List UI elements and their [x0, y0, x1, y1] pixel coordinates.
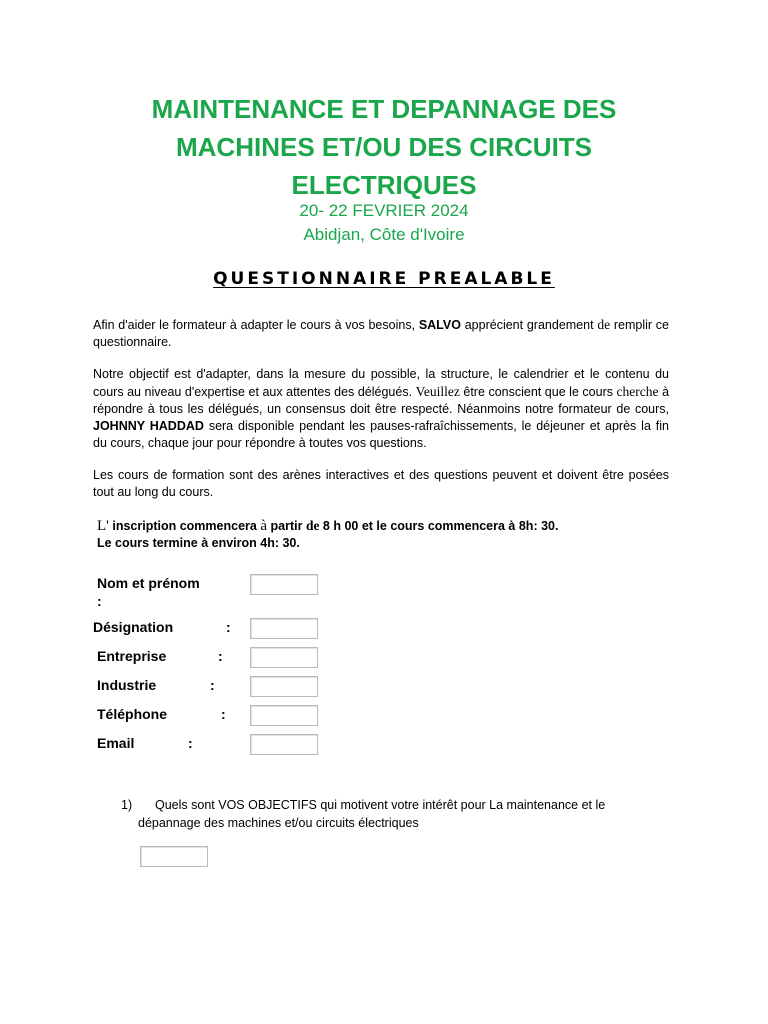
schedule-notice	[97, 517, 677, 552]
field-label-name	[97, 574, 217, 610]
text-run: inscription commencera	[112, 519, 257, 533]
label-colon: :	[226, 619, 231, 635]
question-text-line-2: dépannage des machines et/ou circuits électriques	[138, 816, 419, 830]
document-title	[100, 90, 668, 204]
schedule-line-1	[97, 517, 677, 535]
label-colon: :	[218, 648, 223, 664]
question-1	[121, 796, 621, 832]
question-text-line-1: Quels sont VOS OBJECTIFS qui motivent votre intérêt pour La maintenance et le	[155, 798, 606, 812]
questionnaire-heading-text: QUESTIONNAIRE PREALABLE	[213, 269, 555, 289]
title-line: ELECTRIQUES	[291, 170, 477, 200]
label-colon: :	[188, 735, 193, 751]
field-label-email: Email	[97, 735, 135, 751]
question-1-answer-field[interactable]	[140, 846, 208, 867]
text-run: à	[260, 518, 268, 534]
trainer-name: JOHNNY HADDAD	[93, 419, 204, 433]
title-line: MAINTENANCE ET DEPANNAGE DES	[151, 94, 617, 124]
text-run: partir	[270, 519, 303, 533]
event-date: 20- 22 FEVRIER 2024	[299, 201, 469, 220]
text-run: Notre objectif est d'adapter, dans la mesure du possible, la structure, le calendrier et le contenu du cours au niveau d'expertise et aux attentes des délégués.	[93, 367, 669, 399]
email-field[interactable]	[250, 734, 318, 755]
schedule-line-2: Le cours termine à environ 4h: 30.	[97, 536, 300, 550]
event-location: Abidjan, Côte d'Ivoire	[303, 225, 465, 244]
text-run: de	[305, 518, 320, 533]
text-run: L'	[97, 518, 109, 534]
text-run: de	[597, 317, 611, 332]
label-colon: :	[210, 677, 215, 693]
intro-paragraph-1	[93, 316, 669, 351]
title-line: MACHINES ET/OU DES CIRCUITS	[175, 132, 593, 162]
question-number: 1)	[121, 798, 133, 812]
phone-field[interactable]	[250, 705, 318, 726]
field-label-company: Entreprise	[97, 648, 167, 664]
field-label-industry: Industrie	[97, 677, 157, 693]
label-colon: :	[97, 593, 102, 609]
text-run: cherche	[616, 384, 659, 399]
label-colon: :	[221, 706, 226, 722]
field-label-phone: Téléphone	[97, 706, 168, 722]
intro-paragraph-3: Les cours de formation sont des arènes interactives et des questions peuvent et doivent être posées tout au long du cours.	[93, 468, 669, 499]
text-run: à répondre à tous les délégués, un consensus doit être respecté. Néanmoins notre formateur de cours,	[93, 385, 670, 416]
text-run: apprécient grandement	[464, 318, 594, 332]
text-run: Afin d'aider le formateur à adapter le cours à vos besoins,	[93, 318, 416, 332]
text-run: remplir ce questionnaire.	[93, 318, 669, 349]
text-run: 8 h 00 et le cours commencera à 8h: 30.	[322, 519, 559, 533]
label-text: Nom et prénom	[97, 575, 200, 591]
name-field[interactable]	[250, 574, 318, 595]
industry-field[interactable]	[250, 676, 318, 697]
text-run: sera disponible pendant les pauses-rafraîchissements, le déjeuner et après la fin du cours, chaque jour pour répondre à toutes vos questions.	[93, 419, 669, 450]
text-run: être conscient que le cours	[463, 385, 613, 399]
text-run: Veuillez	[415, 384, 460, 399]
field-label-designation: Désignation	[93, 619, 174, 635]
designation-field[interactable]	[250, 618, 318, 639]
company-field[interactable]	[250, 647, 318, 668]
intro-paragraph-2	[93, 366, 669, 452]
organization-name: SALVO	[418, 318, 461, 332]
questionnaire-heading	[100, 269, 668, 289]
